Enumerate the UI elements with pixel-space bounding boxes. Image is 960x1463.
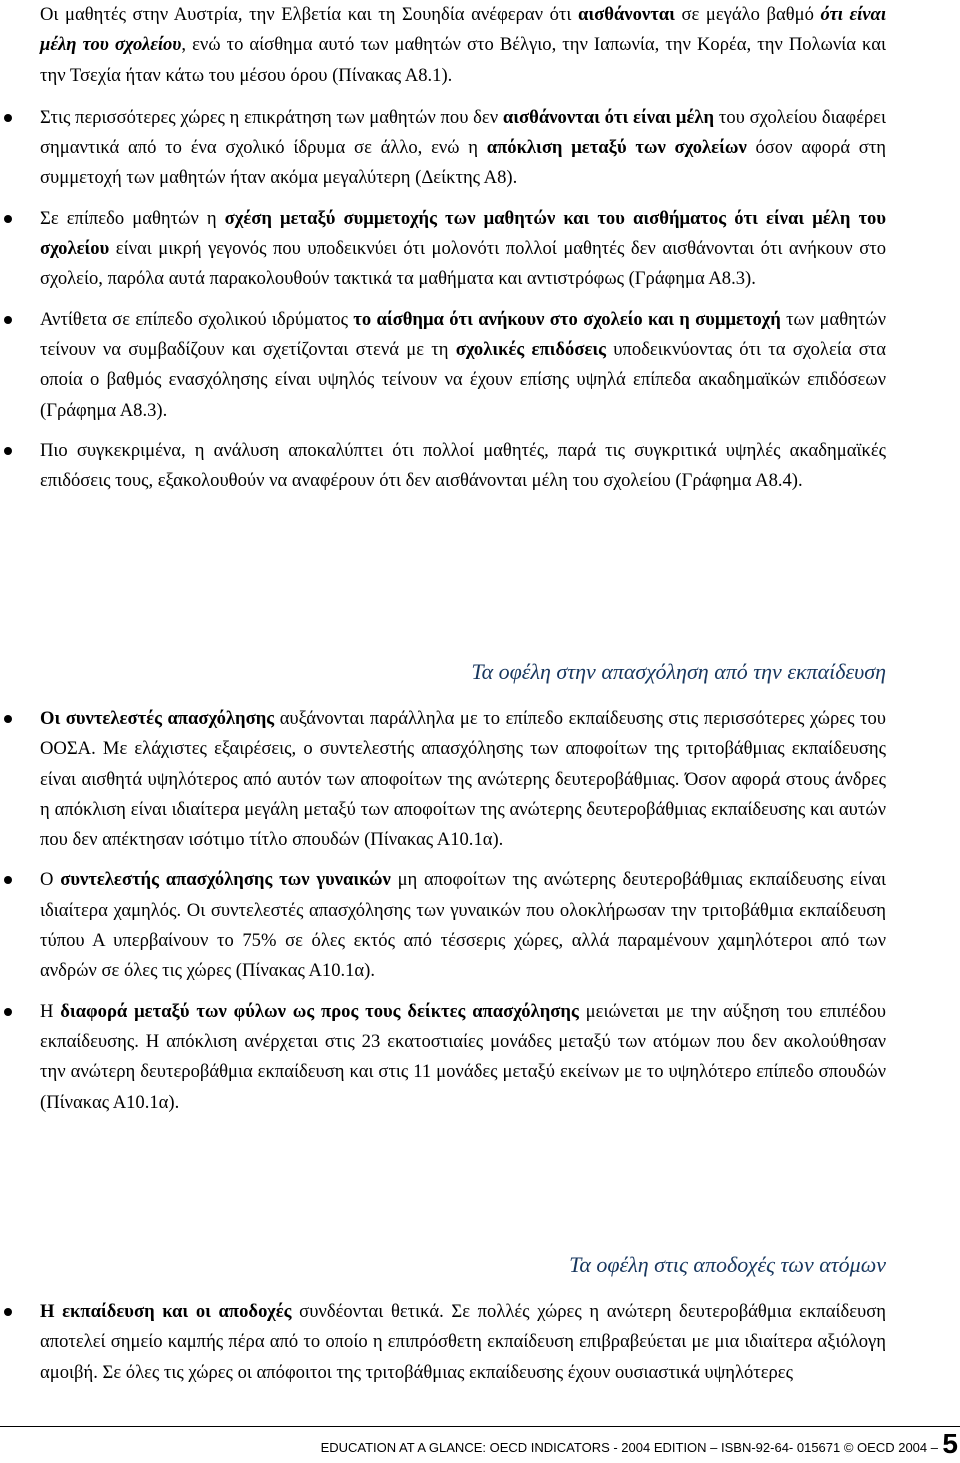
bold-run: αισθάνονται [577,4,675,25]
text-run: σε μεγάλο βαθμό [674,4,821,25]
paragraph-text [40,704,886,855]
bold-run: Οι συντελεστές απασχόλησης [40,708,275,729]
page-number: 5 [942,1428,958,1459]
text-run: είναι μικρή γεγονός που υποδεικνύει ότι μολονότι πολλοί μαθητές δεν αισθάνονται ότι ανήκουν στο σχολείο, παρόλα αυτά παρακολουθούν τακτικά τα μαθήματα και αντιστρόφως (Γράφημα Α8.3). [40,238,886,290]
section-school-belonging [0,0,960,496]
text-run: των μαθητών τείνουν να συμβαδίζουν και σχετίζονται στενά με τη [40,308,886,360]
list-item [0,704,960,855]
bullet-icon [4,1308,12,1316]
list-item [0,865,960,986]
paragraph-text [40,0,886,91]
bullet-icon [4,715,12,723]
list-item [0,305,960,426]
list-item [0,1297,960,1388]
bold-italic-run: ότι είναι μέλη του σχολείου [40,4,886,56]
bullet-icon [4,876,12,884]
bold-run: Η εκπαίδευση και οι αποδοχές [40,1301,292,1322]
text-run: του σχολείου διαφέρει σημαντικά από το ένα σχολικό ίδρυμα σε άλλο, ενώ η [40,106,886,159]
footer-rule [0,1426,960,1427]
paragraph-text [40,997,886,1118]
bullet-icon [4,316,12,324]
paragraph-intro [0,0,960,91]
bold-run: αισθάνονται ότι είναι μέλη [502,106,715,128]
page-footer [0,1426,960,1463]
text-run: Στις περισσότερες χώρες η επικράτηση των μαθητών που δεν [40,106,503,128]
bold-run: σχολικές επιδόσεις [455,338,607,360]
text-run: Σε επίπεδο μαθητών η [40,207,225,229]
section-earnings [0,1297,960,1388]
bullet-icon [4,215,12,223]
bullet-icon [4,1008,12,1016]
text-run: Αντίθετα σε επίπεδο σχολικού ιδρύματος [40,308,354,330]
paragraph-text [40,103,886,194]
bold-run: συντελεστής απασχόλησης των γυναικών [60,869,391,891]
text-run: όσον αφορά στη συμμετοχή των μαθητών ήταν ακόμα μεγαλύτερη (Δείκτης Α8). [40,137,887,189]
list-item [0,436,960,497]
paragraph-text [40,1297,886,1388]
text-run: αυξάνονται παράλληλα με το επίπεδο εκπαίδευσης στις περισσότερες χώρες του ΟΟΣΑ. Με ελάχιστες εξαιρέσεις, ο συντελεστής απασχόλησης των αποφοίτων της τριτοβάθμιας εκπαίδευσης είναι αισθητά υψηλότερος από αυτόν των αποφοίτων της ανώτερης δευτεροβάθμιας. Όσον αφορά στους άνδρες η απόκλιση είναι ιδιαίτερα μεγάλη μεταξύ των αποφοίτων της ανώτερης δευτεροβάθμιας εκπαίδευσης και αυτών που δεν απέκτησαν ισότιμο τίτλο σπουδών (Πίνακας Α10.1α). [40,708,886,851]
text-run: υποδεικνύοντας ότι τα σχολεία στα οποία ο βαθμός ενασχόλησης είναι υψηλός τείνουν να έχουν επίσης υψηλά επίπεδα ακαδημαϊκών επιδόσεων (Γράφημα Α8.3). [40,338,886,421]
list-item [0,997,960,1118]
paragraph-text [40,865,886,986]
paragraph-text: Πιο συγκεκριμένα, η ανάλυση αποκαλύπτει ότι πολλοί μαθητές, παρά τις συγκριτικά υψηλές ακαδημαϊκές επιδόσεις τους, εξακολουθούν να αναφέρουν ότι δεν αισθάνονται μέλη του σχολείου (Γράφημα Α8.4). [40,439,886,492]
list-item [0,204,960,295]
text-run: μη αποφοίτων της ανώτερης δευτεροβάθμιας εκπαίδευσης είναι ιδιαίτερα χαμηλός. Οι συντελεστές απασχόλησης των γυναικών που ολοκλήρωσαν την τριτοβάθμια εκπαίδευση τύπου Α υπερβαίνουν το 75% σε όλες εκτός από τέσσερις χώρες, αλλά παραμένουν χαμηλότεροι από των ανδρών σε όλες τις χώρες (Πίνακας Α10.1α). [40,869,887,982]
section-employment [0,704,960,1118]
list-item [0,103,960,194]
text-run: , ενώ το αίσθημα αυτό των μαθητών στο Βέλγιο, την Ιαπωνία, την Κορέα, την Πολωνία και την Τσεχία ήταν κάτω του μέσου όρου (Πίνακας Α8.1). [40,34,886,86]
text-run: μειώνεται με την αύξηση του επιπέδου εκπαίδευσης. Η απόκλιση ανέρχεται στις 23 εκατοστιαίες μονάδες μεταξύ των ατόμων που δεν ακολούθησαν την ανώτερη δευτεροβάθμια εκπαίδευση και στις 11 μονάδες μεταξύ εκείνων με το υψηλότερο επίπεδο σπουδών (Πίνακας Α10.1α). [40,1000,886,1113]
text-run: συνδέονται θετικά. Σε πολλές χώρες η ανώτερη δευτεροβάθμια εκπαίδευση αποτελεί σημείο καμπής πέρα από το οποίο η επιπρόσθετη εκπαίδευση επιβραβεύεται με μια ιδιαίτερα αξιόλογη αμοιβή. Σε όλες τις χώρες οι απόφοιτοι της τριτοβάθμιας εκπαίδευσης έχουν ουσιαστικά υψηλότερες [40,1301,886,1383]
bullet-icon [4,447,12,455]
paragraph-text [40,204,886,295]
bold-run: διαφορά μεταξύ των φύλων ως προς τους δείκτες απασχόλησης [60,1000,579,1022]
bold-run: απόκλιση μεταξύ των σχολείων [486,137,747,159]
bold-run: το αίσθημα ότι ανήκουν στο σχολείο και η συμμετοχή [353,308,781,330]
section-heading-employment: Τα οφέλη στην απασχόληση από την εκπαίδευση [471,659,886,684]
bullet-icon [4,114,12,122]
section-heading-earnings: Τα οφέλη στις αποδοχές των ατόμων [569,1252,886,1277]
bold-run: σχέση μεταξύ συμμετοχής των μαθητών και του αισθήματος ότι είναι μέλη του σχολείου [40,207,886,260]
text-run: Η [40,1000,61,1022]
paragraph-text [40,305,886,426]
footer-citation: EDUCATION AT A GLANCE: OECD INDICATORS - 2004 EDITION – ISBN-92-64- 015671 © OECD 2004 – [320,1440,938,1455]
text-run: Ο [40,869,61,891]
text-run: Οι μαθητές στην Αυστρία, την Ελβετία και τη Σουηδία ανέφεραν ότι [40,4,578,25]
